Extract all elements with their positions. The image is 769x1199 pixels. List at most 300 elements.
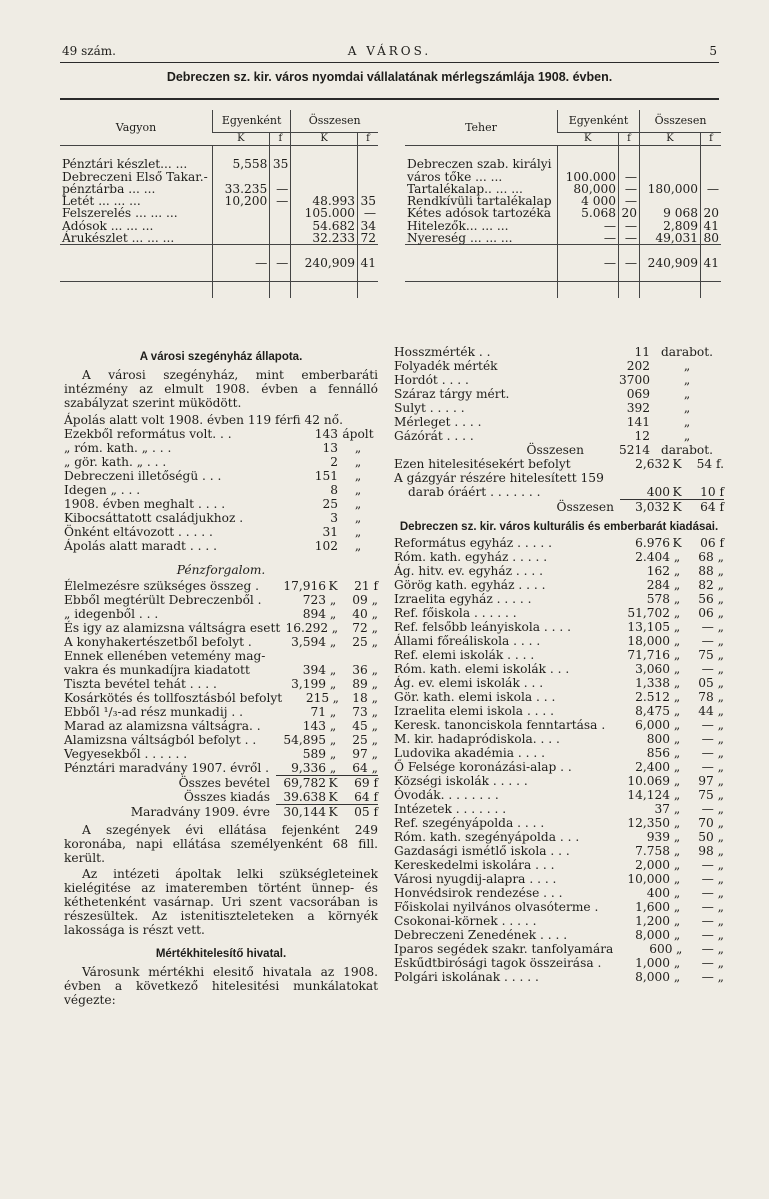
item-label: „ róm. kath. „ . . . — [64, 441, 172, 455]
money-heading: Pénzforgalom. — [176, 563, 266, 577]
each-k: 100.000 — [558, 171, 619, 183]
item-value: 143 — [302, 719, 326, 733]
item-label: Kereskedelmi iskolára . . . — [394, 858, 555, 872]
item-value: 400 — [646, 886, 670, 900]
item-value: 8,475 — [635, 704, 670, 718]
item-value: 894 — [302, 607, 326, 621]
money-row — [64, 607, 378, 621]
item-label: Óvodák. . . . . . . . — [394, 788, 499, 802]
fee-total-unit: K — [672, 500, 682, 514]
item-label: Ennek ellenében vetemény mag- — [64, 649, 266, 663]
item-fraction: 88 „ — [698, 564, 724, 578]
each-k: — — [558, 220, 619, 232]
item-fraction: 09 „ — [352, 593, 378, 607]
measure-row — [394, 345, 724, 359]
total-f — [358, 171, 379, 183]
culture-row — [394, 914, 724, 928]
item-label: 1908. évben meghalt . . . . — [64, 497, 226, 511]
item-label: Csokonai-körnek . . . . . — [394, 914, 537, 928]
item-fraction: 73 „ — [352, 705, 378, 719]
item-label: Összes bevétel — [178, 776, 270, 790]
stat-row — [64, 539, 378, 553]
item-unit: K — [672, 536, 682, 550]
item-fraction: 70 „ — [698, 816, 724, 830]
culture-row — [394, 858, 724, 872]
item-label: A konyhakertészetből befolyt . — [64, 635, 252, 649]
care-cost-paragraph: A szegények évi ellátása fejenként 249 koronába, napi ellátása személyenként 68 fill. került. — [64, 823, 378, 865]
each-k: 5,558 — [213, 158, 270, 170]
item-value: 13,105 — [627, 620, 670, 634]
item-fraction: 82 „ — [698, 578, 724, 592]
measure-row — [394, 373, 724, 387]
item-label: Ref. szegényápolda . . . . — [394, 816, 545, 830]
item-unit: „ — [683, 415, 691, 429]
item-fraction: 98 „ — [698, 844, 724, 858]
left-column — [64, 350, 378, 1007]
item-fraction: 64 „ — [340, 761, 378, 776]
balance-total-row — [60, 245, 378, 282]
poorhouse-stats — [64, 413, 378, 553]
item-label: Községi iskolák . . . . . — [394, 774, 528, 788]
item-fraction: 64 f — [340, 790, 378, 805]
total-each-f: — — [619, 245, 640, 282]
item-label: Főiskolai nyilvános olvasóterme . — [394, 900, 599, 914]
item-label: Gazdasági ismétlő iskola . . . — [394, 844, 570, 858]
total-k: 54.682 — [291, 220, 358, 232]
item-unit: K — [328, 805, 338, 819]
item-fraction: 89 „ — [352, 677, 378, 691]
money-row — [64, 719, 378, 733]
item-label: Idegen „ . . . — [64, 483, 141, 497]
spiritual-care-paragraph: Az intézeti ápoltak lelki szükségleteinek kielégitése az imateremben történt ünnep- és kéthetenként vasárnap. Uri szent vacsorában is részesültek. Az istenitiszteleteken a környék lakossága is részt vett. — [64, 867, 378, 937]
culture-row — [394, 900, 724, 914]
balance-row — [60, 207, 378, 219]
balance-row — [60, 158, 378, 170]
item-fraction: — „ — [701, 900, 724, 914]
item-fraction: — „ — [701, 970, 724, 984]
item-label: Keresk. tanonciskola fenntartása . — [394, 718, 606, 732]
item-fraction: — „ — [701, 620, 724, 634]
row-label: Kétes adósok tartozéka — [407, 206, 551, 221]
each-f: 35 — [270, 158, 291, 170]
item-unit: „ — [683, 387, 691, 401]
gas-fee-fraction: 10 f — [684, 485, 724, 500]
total-k: 49,031 — [640, 232, 701, 245]
stat-row — [64, 413, 378, 427]
item-label: Ág. ev. elemi iskolák . . . — [394, 676, 544, 690]
item-unit: „ — [683, 429, 691, 443]
item-value: 69,782 — [283, 776, 326, 790]
measure-office-heading: Mértékhitelesítő hivatal. — [155, 948, 287, 960]
item-label: Alamizsna váltságból befolyt . . — [64, 733, 257, 747]
poorhouse-heading: A városi szegényház állapota. — [139, 351, 303, 363]
item-value: 11 — [634, 345, 650, 359]
culture-row — [394, 690, 724, 704]
item-fraction: — „ — [701, 662, 724, 676]
total-k: 32.233 — [291, 232, 358, 245]
item-value: 1,200 — [635, 914, 670, 928]
each-k: 10,200 — [213, 195, 270, 207]
k-header: K — [558, 133, 619, 146]
item-unit: ápolt — [342, 427, 374, 441]
item-unit: „ — [673, 970, 681, 984]
item-value: 162 — [646, 564, 670, 578]
row-label: Debreczen szab. királyi — [407, 157, 552, 172]
item-label: Maradvány 1909. évre — [130, 805, 270, 819]
item-value: 800 — [646, 732, 670, 746]
total-f: 20 — [701, 207, 722, 219]
culture-row — [394, 844, 724, 858]
fees-block — [394, 443, 724, 514]
item-label: Pénztári maradvány 1907. évről . — [64, 761, 270, 775]
stat-row — [64, 511, 378, 525]
money-row — [64, 649, 378, 663]
item-unit: „ — [683, 359, 691, 373]
col-total-header: Összesen — [640, 110, 722, 133]
item-fraction: — „ — [701, 634, 724, 648]
balance-row — [405, 232, 721, 245]
total-f: 41 — [701, 220, 722, 232]
balance-total-row — [405, 245, 721, 282]
row-label: Adósok ... ... ... — [62, 218, 154, 233]
stat-row — [64, 525, 378, 539]
item-label: Ludovika akadémia . . . . — [394, 746, 546, 760]
item-label: Ő Felsége koronázási-alap . . — [394, 760, 572, 774]
item-fraction: — „ — [701, 732, 724, 746]
item-label: Száraz tárgy mért. — [394, 387, 510, 401]
item-fraction: — „ — [701, 942, 724, 956]
item-value: 10.069 — [627, 774, 670, 788]
item-unit: „ — [354, 441, 362, 455]
row-label: Hitelezők... ... ... — [407, 218, 509, 233]
culture-row — [394, 718, 724, 732]
total-f: 34 — [358, 220, 379, 232]
item-label: Ref. főiskola . . . . . . — [394, 606, 517, 620]
page-number: 5 — [709, 44, 717, 58]
total-f: 35 — [358, 195, 379, 207]
total-each-f: — — [270, 245, 291, 282]
total-f: 80 — [701, 232, 722, 245]
item-label: Gázórát . . . . — [394, 429, 474, 443]
item-unit: „ — [673, 858, 681, 872]
item-fraction: 05 f — [354, 805, 378, 819]
each-f: — — [270, 195, 291, 207]
item-label: Tiszta bevétel tehát . . . . — [64, 677, 217, 691]
item-label: Sulyt . . . . . — [394, 401, 465, 415]
culture-row — [394, 578, 724, 592]
culture-row — [394, 872, 724, 886]
culture-row — [394, 746, 724, 760]
item-label: Élelmezésre szükséges összeg . — [64, 579, 260, 593]
item-unit: „ — [673, 956, 681, 970]
culture-row — [394, 732, 724, 746]
item-unit: „ — [329, 747, 337, 761]
f-header: f — [701, 133, 722, 146]
money-row — [64, 790, 378, 805]
item-fraction: 69 f — [354, 776, 378, 790]
item-value: 54,895 — [283, 733, 326, 747]
stat-row — [64, 455, 378, 469]
culture-row — [394, 704, 724, 718]
item-unit: „ — [676, 942, 683, 956]
money-row — [64, 621, 378, 635]
fee-total-value: 3,032 — [635, 500, 670, 514]
item-unit: „ — [326, 761, 340, 776]
money-row — [64, 593, 378, 607]
item-label: Ezekből református volt. . . — [64, 427, 232, 441]
item-label: Vegyesekből . . . . . . — [64, 747, 188, 761]
item-label: Róm. kath. egyház . . . . . — [394, 550, 548, 564]
item-fraction: 06 f — [700, 536, 724, 550]
item-fraction: — „ — [701, 886, 724, 900]
item-label: „ idegenből . . . — [64, 607, 159, 621]
culture-row — [394, 830, 724, 844]
measure-row — [394, 415, 724, 429]
balance-liabilities-table — [405, 110, 721, 298]
item-unit: „ — [673, 928, 681, 942]
item-label: Ebből ¹/₃-ad rész munkadij . . — [64, 705, 244, 719]
item-fraction: 25 „ — [352, 635, 378, 649]
item-label: Hosszmérték . . — [394, 345, 491, 359]
item-label: „ gör. kath. „ . . . — [64, 455, 167, 469]
culture-row — [394, 816, 724, 830]
stat-row — [64, 483, 378, 497]
culture-row — [394, 592, 724, 606]
total-f — [701, 158, 722, 170]
item-value: 6,000 — [635, 718, 670, 732]
stat-row — [64, 469, 378, 483]
item-unit: „ — [329, 705, 337, 719]
item-value: 51,702 — [627, 606, 670, 620]
item-unit: „ — [673, 872, 681, 886]
item-value: 589 — [302, 747, 326, 761]
item-fraction: 50 „ — [698, 830, 724, 844]
culture-row — [394, 886, 724, 900]
item-label: Hordót . . . . — [394, 373, 469, 387]
item-label: Izraelita elemi iskola . . . . — [394, 704, 555, 718]
item-label: Református egyház . . . . . — [394, 536, 552, 550]
item-unit: „ — [673, 788, 681, 802]
item-value: 939 — [646, 830, 670, 844]
item-value — [343, 413, 361, 427]
item-unit: „ — [673, 914, 681, 928]
item-unit: „ — [673, 606, 681, 620]
header-rule — [60, 62, 719, 63]
item-label: Állami főreáliskola . . . . — [394, 634, 541, 648]
item-value: 856 — [646, 746, 670, 760]
item-fraction: 36 „ — [352, 663, 378, 677]
item-unit: „ — [673, 564, 681, 578]
item-label: Összes kiadás — [183, 790, 270, 804]
each-f: 20 — [619, 207, 640, 219]
item-value: 31 — [322, 525, 338, 539]
fee-label: Ezen hitelesitésekért befolyt — [394, 457, 571, 471]
item-value: 12,350 — [627, 816, 670, 830]
measure-total-row — [394, 443, 724, 457]
measure-office-paragraph: Városunk mértékhi elesitő hivatala az 1908. évben a következő hitelesitési munkálatokat végezte: — [64, 965, 378, 1007]
item-unit: K — [326, 790, 340, 805]
row-label: Pénztári készlet... ... — [62, 157, 188, 172]
item-unit: „ — [354, 539, 362, 553]
each-f: — — [270, 183, 291, 195]
culture-row — [394, 970, 724, 984]
item-value: 3,199 — [291, 677, 326, 691]
item-unit: „ — [673, 550, 681, 564]
item-value: 8,000 — [635, 970, 670, 984]
culture-row — [394, 942, 724, 956]
culture-row — [394, 606, 724, 620]
item-unit: „ — [673, 704, 681, 718]
item-unit: „ — [673, 662, 681, 676]
item-unit: „ — [673, 760, 681, 774]
item-label: Debreczeni illetőségü . . . — [64, 469, 222, 483]
item-value: 3 — [330, 511, 338, 525]
item-unit: „ — [331, 621, 339, 635]
item-value: 6.976 — [635, 536, 670, 550]
item-value: 3,594 — [291, 635, 326, 649]
each-f: — — [619, 171, 640, 183]
item-unit: „ — [673, 676, 681, 690]
right-column — [394, 345, 724, 984]
each-k: 33.235 — [213, 183, 270, 195]
culture-row — [394, 620, 724, 634]
item-value: 37 — [654, 802, 670, 816]
culture-row — [394, 760, 724, 774]
item-unit: „ — [329, 607, 337, 621]
item-value: 069 — [626, 387, 650, 401]
item-unit: „ — [329, 719, 337, 733]
item-fraction: 72 „ — [352, 621, 378, 635]
culture-row — [394, 536, 724, 550]
grand-total-k: 240,909 — [640, 245, 701, 282]
col-each-header: Egyenként — [558, 110, 640, 133]
total-unit: darabot. — [660, 443, 714, 457]
item-unit: „ — [673, 900, 681, 914]
item-label: Kosárkötés és tollfosztásból befolyt — [64, 691, 283, 705]
measure-row — [394, 387, 724, 401]
measure-row — [394, 359, 724, 373]
culture-row — [394, 956, 724, 970]
item-label: Debreczeni Zenedének . . . . — [394, 928, 568, 942]
each-k — [558, 158, 619, 170]
total-each-k: — — [213, 245, 270, 282]
each-f — [270, 207, 291, 219]
measures-list — [394, 345, 724, 443]
measure-row — [394, 429, 724, 443]
item-fraction: 40 „ — [352, 607, 378, 621]
row-label: Árukészlet ... ... ... — [62, 231, 175, 246]
item-value: 102 — [314, 539, 338, 553]
item-label: Ref. elemi iskolák . . . . — [394, 648, 535, 662]
money-row — [64, 761, 378, 776]
gas-meter-line: A gázgyár részére hitelesített 159 — [394, 471, 604, 485]
page-header — [62, 44, 717, 62]
money-row — [64, 635, 378, 649]
item-unit: „ — [354, 497, 362, 511]
item-unit: K — [328, 579, 338, 593]
item-unit: „ — [673, 620, 681, 634]
item-fraction: — „ — [701, 760, 724, 774]
item-value: 215 — [305, 691, 330, 705]
item-value: 392 — [626, 401, 650, 415]
item-value: 151 — [314, 469, 338, 483]
grand-total-f: 41 — [358, 245, 379, 282]
item-value: 143 — [314, 427, 338, 441]
row-label: Nyereség ... ... ... — [407, 231, 513, 246]
row-label: Letét ... ... ... — [62, 194, 141, 209]
money-row — [64, 579, 378, 593]
journal-title: A VÁROS. — [347, 44, 432, 58]
total-k — [291, 171, 358, 183]
item-value: 18,000 — [627, 634, 670, 648]
culture-heading: Debreczen sz. kir. város kulturális és emberbarát kiadásai. — [399, 521, 719, 533]
each-f — [270, 232, 291, 245]
total-f: — — [358, 207, 379, 219]
item-unit: „ — [683, 401, 691, 415]
balance-assets-table — [60, 110, 378, 298]
culture-row — [394, 676, 724, 690]
item-value: 7.758 — [635, 844, 670, 858]
total-k: 48.993 — [291, 195, 358, 207]
item-fraction: 75 „ — [698, 788, 724, 802]
issue-number: 49 szám. — [62, 44, 116, 58]
item-unit: „ — [354, 455, 362, 469]
gas-fee-label: darab óráért . . . . . . . — [408, 485, 541, 499]
col-total-header: Összesen — [291, 110, 378, 133]
gas-fee-unit: K — [670, 485, 684, 500]
fee-fraction: 54 f. — [696, 457, 724, 471]
item-unit: „ — [673, 634, 681, 648]
measure-row — [394, 401, 724, 415]
item-label: Ápolás alatt volt 1908. évben 119 férfi 42 nő. — [64, 413, 343, 427]
row-label: Tartalékalap.. ... ... — [407, 181, 523, 196]
fee-unit: K — [672, 457, 682, 471]
item-fraction: 68 „ — [698, 550, 724, 564]
item-label: Ápolás alatt maradt . . . . — [64, 539, 217, 553]
total-each-k: — — [558, 245, 619, 282]
item-value: 16.292 — [285, 621, 329, 635]
col-each-header: Egyenként — [213, 110, 291, 133]
item-value: 71,716 — [627, 648, 670, 662]
culture-row — [394, 564, 724, 578]
item-value: 723 — [302, 593, 326, 607]
culture-row — [394, 662, 724, 676]
total-k — [291, 158, 358, 170]
item-value: 600 — [649, 942, 673, 956]
item-unit — [326, 649, 340, 663]
item-label: És igy az alamizsna váltságra esett — [64, 621, 281, 635]
item-label: Intézetek . . . . . . . — [394, 802, 507, 816]
item-label: M. kir. hadapródiskola. . . . — [394, 732, 560, 746]
row-label: pénztárba ... ... — [62, 181, 156, 196]
money-row — [64, 805, 378, 819]
row-label: Felszerelés ... ... ... — [62, 206, 178, 221]
item-fraction: — „ — [701, 928, 724, 942]
each-f: — — [619, 232, 640, 245]
item-value: 3,060 — [635, 662, 670, 676]
culture-row — [394, 928, 724, 942]
culture-expenses-list — [394, 536, 724, 984]
item-label: Gör. kath. elemi iskola . . . — [394, 690, 556, 704]
item-label: Ebből megtérült Debreczenből . — [64, 593, 262, 607]
money-row — [64, 776, 378, 790]
item-unit: „ — [673, 648, 681, 662]
total-k: 9 068 — [640, 207, 701, 219]
item-value: 394 — [302, 663, 326, 677]
each-k — [213, 220, 270, 232]
item-fraction: — „ — [701, 802, 724, 816]
item-unit — [361, 413, 378, 427]
